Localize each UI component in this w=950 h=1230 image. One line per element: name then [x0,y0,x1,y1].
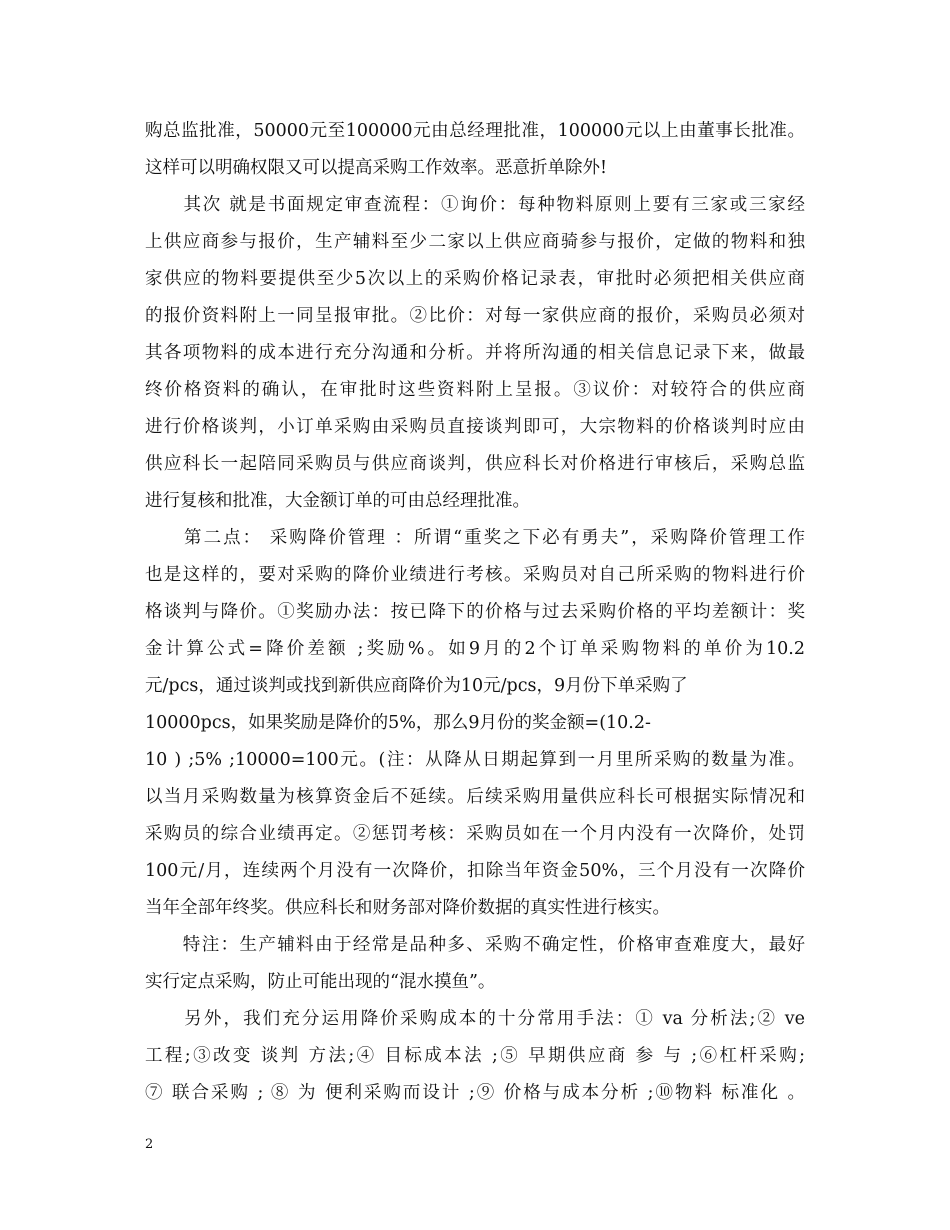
text-line: 格谈判与降价。①奖励办法：按已降下的价格与过去采购价格的平均差额计：奖 [145,602,805,622]
text-line: 特注：生产辅料由于经常是品种多、采购不确定性，价格审查难度大，最好 [145,935,805,955]
text-line: 这样可以明确权限又可以提高采购工作效率。恶意折单除外! [145,158,608,178]
text-line: 进行复核和批准，大金额订单的可由总经理批准。 [145,491,530,511]
text-line: 其各项物料的成本进行充分沟通和分析。并将所沟通的相关信息记录下来，做最 [145,343,805,363]
text-line: 其次 就是书面规定审查流程：①询价：每种物料原则上要有三家或三家经 [145,195,805,215]
text-line: 当年全部年终奖。供应科长和财务部对降价数据的真实性进行核实。 [145,898,670,918]
text-line: 10000pcs，如果奖励是降价的5%，那么9月份的奖金额=(10.2- [145,713,651,733]
text-line: ⑦ 联合采购 ; ⑧ 为 便利采购而设计 ;⑨ 价格与成本分析 ;⑩物料 标准化 。 [145,1083,805,1103]
text-line: 购总监批准，50000元至100000元由总经理批准，100000元以上由董事长批准。 [145,121,805,141]
text-line: 金计算公式=降价差额 ;奖励%。如9月的2个订单采购物料的单价为10.2 [145,639,805,659]
text-line: 另外，我们充分运用降价采购成本的十分常用手法：① va 分析法;② ve [145,1009,805,1029]
text-line: 工程;③改变 谈判 方法;④ 目标成本法 ;⑤ 早期供应商 参 与 ;⑥杠杆采购; [145,1046,805,1066]
text-line: 进行价格谈判，小订单采购由采购员直接谈判即可，大宗物料的价格谈判时应由 [145,417,805,437]
text-line: 实行定点采购，防止可能出现的“混水摸鱼”。 [145,972,496,992]
text-line: 100元/月，连续两个月没有一次降价，扣除当年资金50%，三个月没有一次降价 [145,861,805,881]
text-line: 元/pcs，通过谈判或找到新供应商降价为10元/pcs，9月份下单采购了 [145,676,688,696]
text-line: 采购员的综合业绩再定。②惩罚考核：采购员如在一个月内没有一次降价，处罚 [145,824,805,844]
text-line: 终价格资料的确认，在审批时这些资料附上呈报。③议价：对较符合的供应商 [145,380,805,400]
text-line: 以当月采购数量为核算资金后不延续。后续采购用量供应科长可根据实际情况和 [145,787,805,807]
text-line: 的报价资料附上一同呈报审批。②比价：对每一家供应商的报价，采购员必须对 [145,306,805,326]
text-line: 上供应商参与报价，生产辅料至少二家以上供应商骑参与报价，定做的物料和独 [145,232,805,252]
text-line: 10 ) ;5% ;10000=100元。(注：从降从日期起算到一月里所采购的数量为准。 [145,750,805,770]
text-line: 第二点： 采购降价管理 ：所谓“重奖之下必有勇夫”，采购降价管理工作 [145,528,805,548]
page-number: 2 [145,1137,154,1152]
text-line: 也是这样的，要对采购的降价业绩进行考核。采购员对自己所采购的物料进行价 [145,565,805,585]
text-line: 家供应的物料要提供至少5次以上的采购价格记录表，审批时必须把相关供应商 [145,269,805,289]
text-line: 供应科长一起陪同采购员与供应商谈判，供应科长对价格进行审核后，采购总监 [145,454,805,474]
